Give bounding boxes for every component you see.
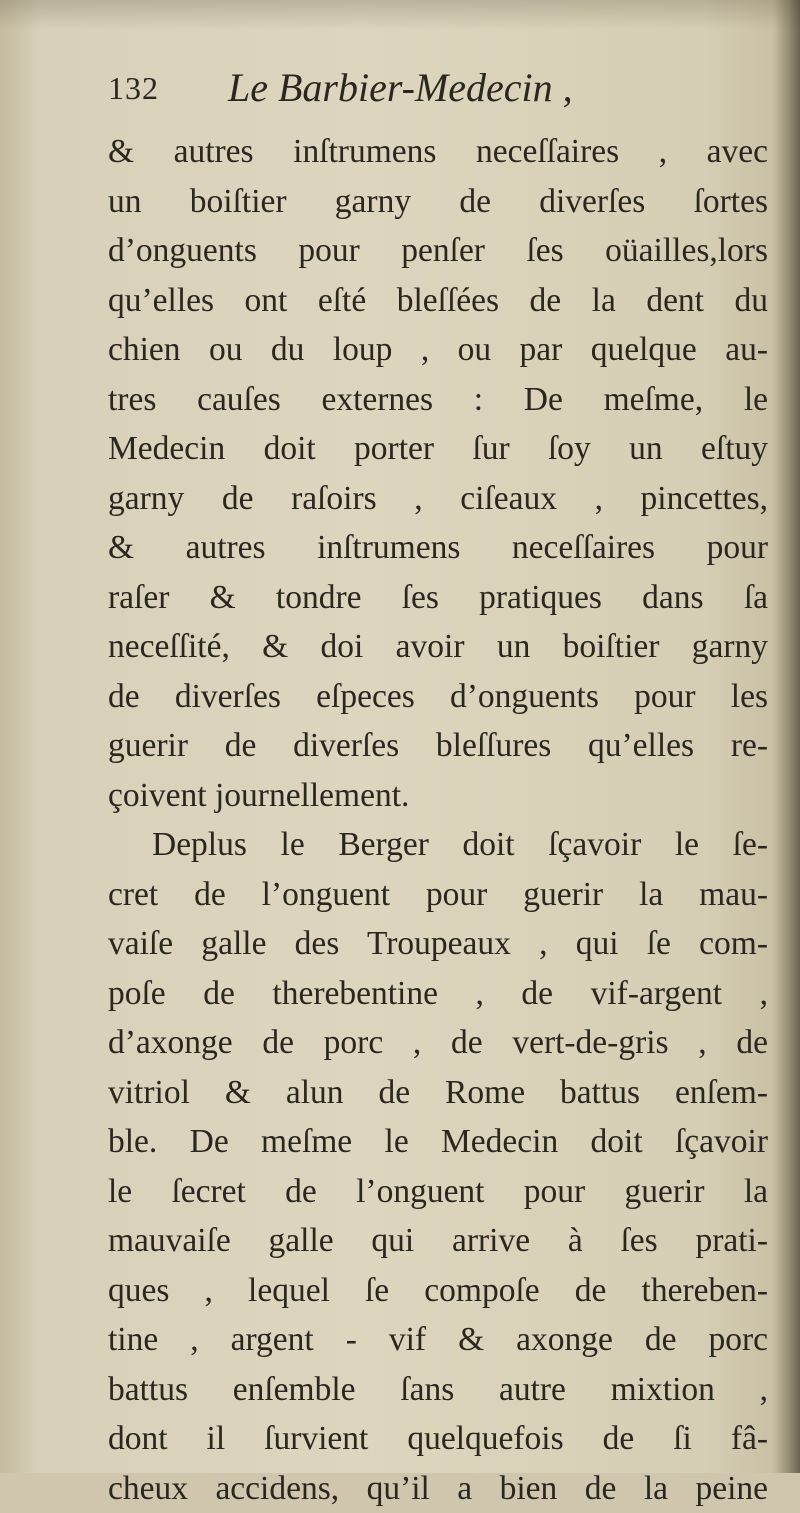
text-line: neceſſité, & doi avoir un boiſtier garny xyxy=(108,622,768,672)
page-header xyxy=(108,60,728,120)
page-top-shadow xyxy=(0,0,800,30)
page-number: 132 xyxy=(108,70,159,107)
text-line: qu’elles ont eſté bleſſées de la dent du xyxy=(108,276,768,326)
text-line: d’axonge de porc , de vert-de-gris , de xyxy=(108,1018,768,1068)
paragraph-start-line: Deplus le Berger doit ſçavoir le ſe- xyxy=(108,820,768,870)
text-line: guerir de diverſes bleſſures qu’elles re- xyxy=(108,721,768,771)
text-line: & autres inſtrumens neceſſaires pour xyxy=(108,523,768,573)
text-line: de diverſes eſpeces d’onguents pour les xyxy=(108,672,768,722)
text-line: tres cauſes externes : De meſme, le xyxy=(108,375,768,425)
text-line: ble. De meſme le Medecin doit ſçavoir xyxy=(108,1117,768,1167)
text-line: battus enſemble ſans autre mixtion , xyxy=(108,1365,768,1415)
text-line: cret de l’onguent pour guerir la mau- xyxy=(108,870,768,920)
text-line: ques , lequel ſe compoſe de thereben- xyxy=(108,1266,768,1316)
text-line: poſe de therebentine , de vif-argent , xyxy=(108,969,768,1019)
text-line: çoivent journellement. xyxy=(108,771,768,821)
text-line: raſer & tondre ſes pratiques dans ſa xyxy=(108,573,768,623)
text-line: d’onguents pour penſer ſes oüailles,lors xyxy=(108,226,768,276)
text-line: vitriol & alun de Rome battus enſem- xyxy=(108,1068,768,1118)
body-text xyxy=(108,127,768,1513)
text-line: le ſecret de l’onguent pour guerir la xyxy=(108,1167,768,1217)
text-line: Medecin doit porter ſur ſoy un eſtuy xyxy=(108,424,768,474)
text-line: dont il ſurvient quelquefois de ſi fâ- xyxy=(108,1414,768,1464)
text-line: chien ou du loup , ou par quelque au- xyxy=(108,325,768,375)
text-line: un boiſtier garny de diverſes ſortes xyxy=(108,177,768,227)
text-line: vaiſe galle des Troupeaux , qui ſe com- xyxy=(108,919,768,969)
page-right-shadow xyxy=(772,0,800,1473)
text-line: mauvaiſe galle qui arrive à ſes prati- xyxy=(108,1216,768,1266)
text-line: cheux accidens, qu’il a bien de la peine xyxy=(108,1464,768,1513)
text-line: garny de raſoirs , ciſeaux , pincettes, xyxy=(108,474,768,524)
running-title: Le Barbier-Medecin , xyxy=(228,64,573,111)
text-line: & autres inſtrumens neceſſaires , avec xyxy=(108,127,768,177)
text-line: tine , argent - vif & axonge de porc xyxy=(108,1315,768,1365)
